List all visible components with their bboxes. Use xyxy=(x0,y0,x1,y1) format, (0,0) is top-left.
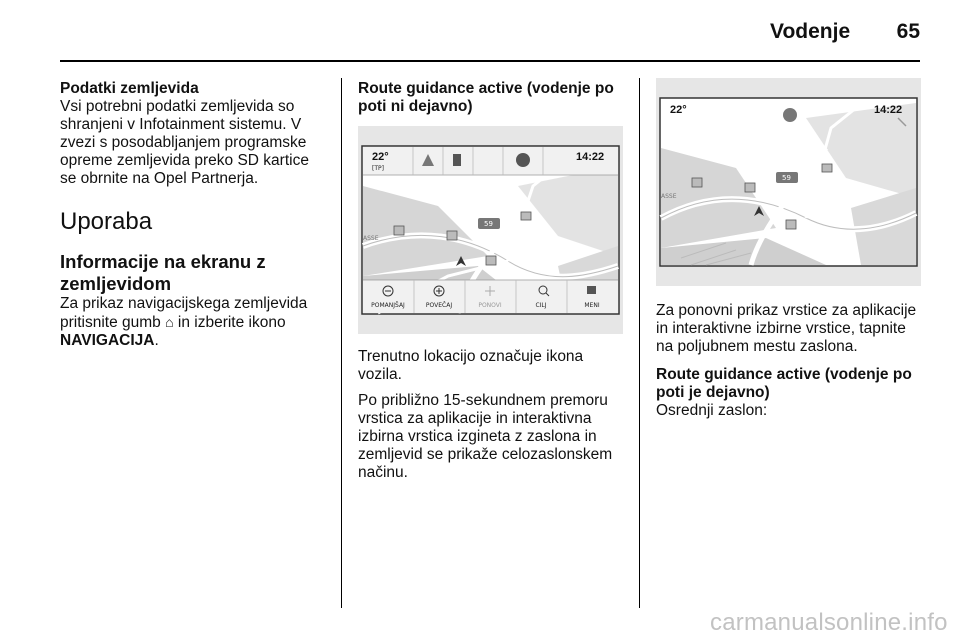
paragraph-fullscreen: Po približno 15-sekundnem premoru vrstica za aplikacije in interaktivna izbirna vrstica izgineta z zaslona in zemljevid se prikaže celozaslonskem načinu. xyxy=(358,392,613,481)
screenshot-map-fullscreen xyxy=(656,78,921,286)
watermark-text: carmanualsonline.info xyxy=(710,609,948,636)
column-3-body xyxy=(656,302,924,420)
paragraph-vehicle-icon: Trenutno lokacijo označuje ikona vozila. xyxy=(358,348,584,383)
navigation-app-icon[interactable] xyxy=(783,108,797,122)
page-number: 65 xyxy=(896,20,920,43)
road-number-text: 59 xyxy=(782,174,791,182)
temperature-readout: 22° xyxy=(670,104,687,116)
repeat-label: PONOVI xyxy=(478,302,502,309)
poi-icon[interactable] xyxy=(521,212,531,220)
column-divider-1 xyxy=(341,78,342,608)
poi-icon[interactable] xyxy=(447,231,457,240)
poi-icon[interactable] xyxy=(745,183,755,192)
poi-icon[interactable] xyxy=(822,164,832,172)
running-header-title: Vodenje xyxy=(770,20,851,43)
poi-icon[interactable] xyxy=(786,220,796,229)
navigation-app-icon[interactable] xyxy=(516,153,530,167)
navigation-label: NAVIGACIJA xyxy=(60,332,155,349)
paragraph-redisplay-bars: Za ponovni prikaz vrstice za aplikacije in interaktivne izbirne vrstice, tapnite na poljubnem mestu zaslona. xyxy=(656,302,917,355)
destination-label: CILJ xyxy=(535,302,547,309)
subsection-heading-map-display: Informacije na ekranu z zemljevidom xyxy=(60,251,266,294)
map-label: ASSE xyxy=(661,193,677,200)
clock-readout: 14:22 xyxy=(576,151,605,163)
section-heading-guidance-inactive: Route guidance active (vodenje po poti ni dejavno) xyxy=(358,80,614,115)
home-icon: ⌂ xyxy=(165,314,174,330)
zoom-out-label: POMANJŠAJ xyxy=(371,302,405,309)
zoom-in-label: POVEČAJ xyxy=(425,302,453,309)
column-2-body xyxy=(358,348,628,482)
poi-icon[interactable] xyxy=(394,226,404,235)
column-1 xyxy=(60,80,325,350)
temperature-readout: 22° xyxy=(372,151,389,163)
paragraph-map-display-pre: Za prikaz navigacijskega zemljevida pritisnite gumb xyxy=(60,295,308,331)
screenshot-map-with-bars xyxy=(358,126,623,334)
paragraph-map-display-mid: in izberite ikono xyxy=(177,314,286,331)
paragraph-map-display xyxy=(60,295,325,350)
poi-icon[interactable] xyxy=(692,178,702,187)
map-label: ASSE xyxy=(363,235,379,242)
paragraph-map-data: Vsi potrebni podatki zemljevida so shranjeni v Infotainment sistemu. V zvezi s posodabljanjem programske opreme zemljevida preko SD kartice se obrnite na Opel Partnerja. xyxy=(60,98,309,187)
menu-label: MENI xyxy=(584,302,600,309)
column-divider-2 xyxy=(639,78,640,608)
clock-readout: 14:22 xyxy=(874,104,903,116)
paragraph-central-display: Osrednji zaslon: xyxy=(656,402,768,419)
section-heading-usage: Uporaba xyxy=(60,208,153,235)
tp-indicator: [TP] xyxy=(372,165,384,172)
map-view-1 xyxy=(358,126,623,334)
poi-icon[interactable] xyxy=(486,256,496,265)
section-heading-map-data: Podatki zemljevida xyxy=(60,80,199,97)
section-heading-guidance-active: Route guidance active (vodenje po poti je dejavno) xyxy=(656,366,912,401)
header-rule xyxy=(60,60,920,62)
menu-icon xyxy=(587,286,596,294)
paragraph-map-display-end: . xyxy=(154,332,159,349)
column-2 xyxy=(358,80,628,116)
map-view-2 xyxy=(656,78,921,286)
road-number-text: 59 xyxy=(484,220,493,228)
phone-icon[interactable] xyxy=(453,154,461,166)
